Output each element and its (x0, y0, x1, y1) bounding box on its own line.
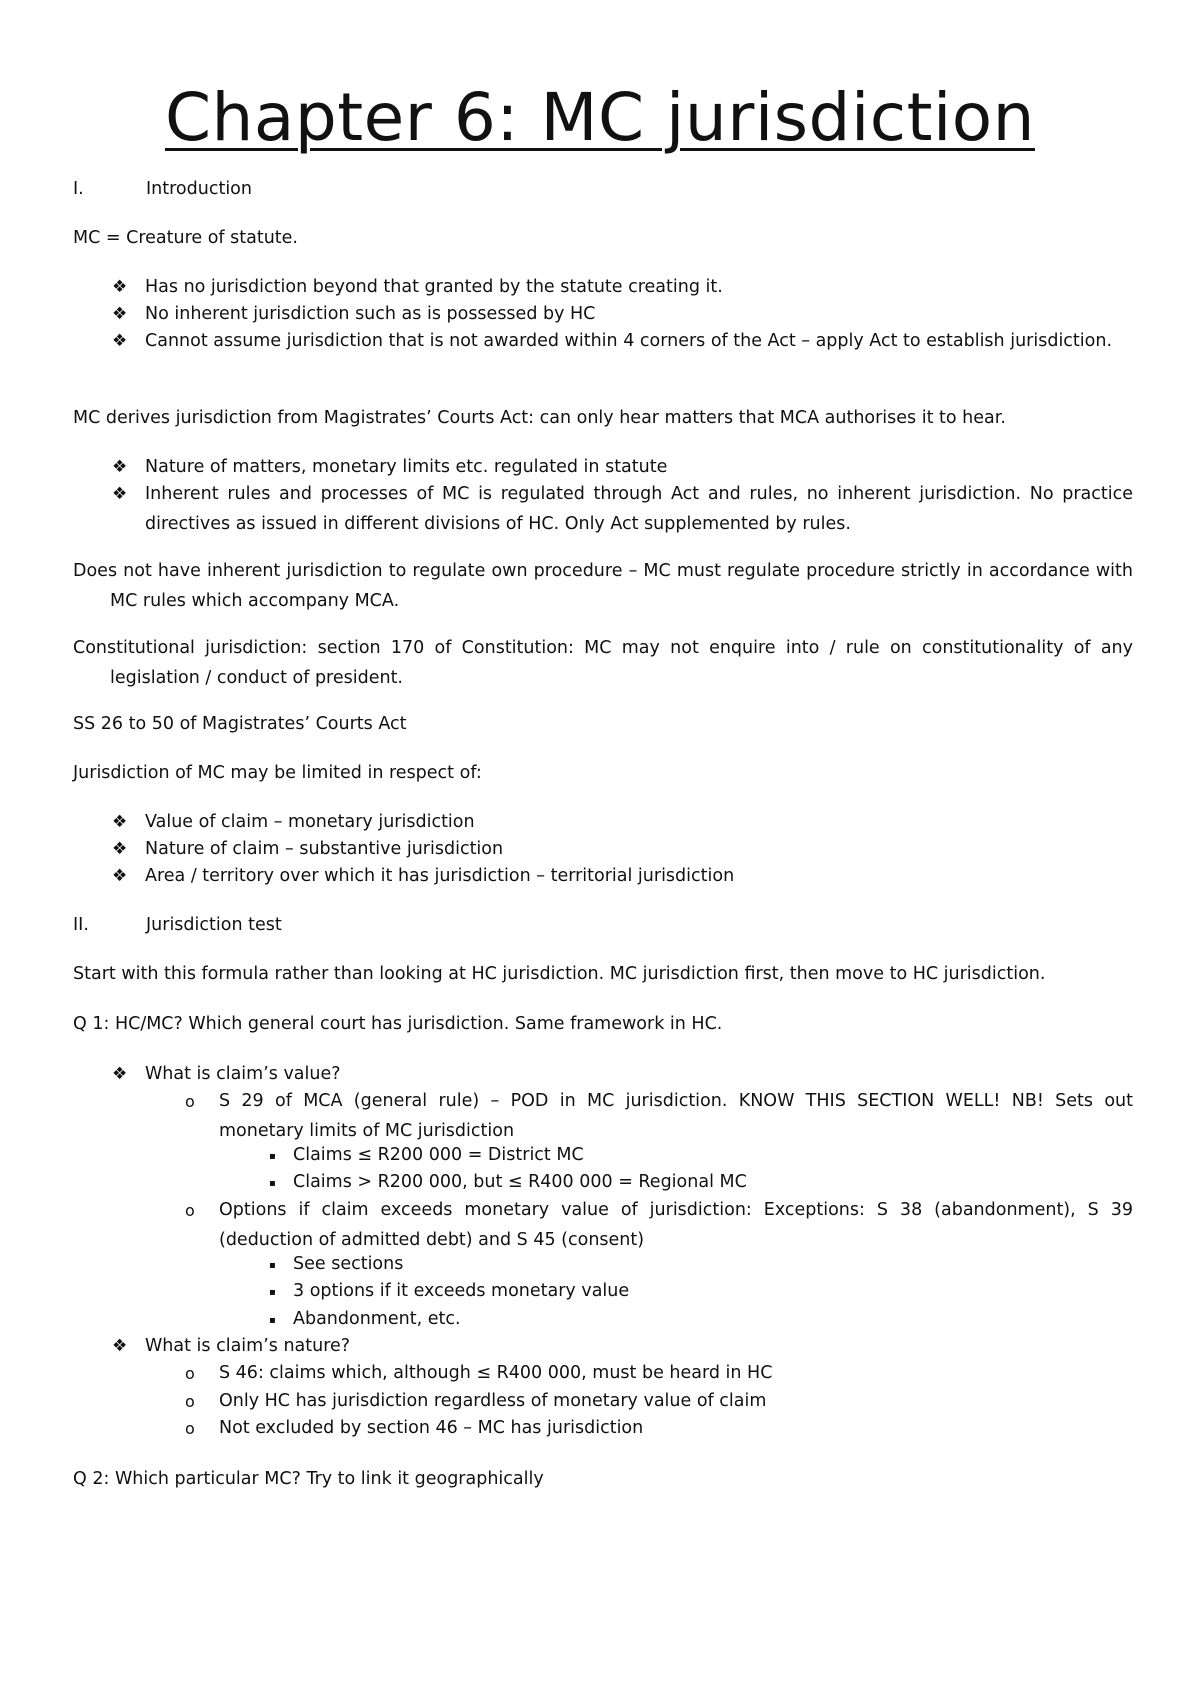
question-text: HC/MC? Which general court has jurisdiction. Same framework in HC. (109, 1014, 723, 1034)
question-text: Which particular MC? Try to link it geographically (109, 1469, 544, 1489)
diamond-bullet-icon: ❖ (112, 1336, 128, 1356)
bullet-text: What is claim’s nature? (145, 1336, 351, 1356)
sub-bullet-text-line1: S 29 of MCA (general rule) – POD in MC jurisdiction. KNOW THIS SECTION WELL! NB! Sets out (219, 1091, 1133, 1111)
question-1 (73, 1010, 1133, 1040)
sub-bullet-text-line2: (deduction of admitted debt) and S 45 (consent) (219, 1229, 645, 1250)
bullet-text: Has no jurisdiction beyond that granted by the statute creating it. (145, 277, 723, 297)
bullet-text: Area / territory over which it has jurisdiction – territorial jurisdiction (145, 866, 735, 886)
bullet-item (112, 453, 1133, 483)
section-number: II. (73, 915, 89, 935)
circle-bullet-icon: o (185, 1392, 195, 1411)
bullet-item (112, 808, 1133, 838)
sub-bullet-item (185, 1414, 1133, 1444)
sub-sub-bullet-item (269, 1250, 1133, 1280)
sub-bullet-item (185, 1359, 1133, 1389)
diamond-bullet-icon: ❖ (112, 866, 128, 886)
sub-bullet-text-line1: Options if claim exceeds monetary value of jurisdiction: Exceptions: S 38 (abandonment), S 39 (219, 1200, 1133, 1220)
sub-bullet-item (185, 1196, 1133, 1255)
square-bullet-icon: ▪ (269, 1260, 276, 1271)
bullet-text: Nature of claim – substantive jurisdiction (145, 839, 504, 859)
sub-bullet-text: Only HC has jurisdiction regardless of monetary value of claim (219, 1391, 767, 1411)
circle-bullet-icon: o (185, 1201, 195, 1220)
section-heading-text: Jurisdiction test (146, 915, 282, 935)
paragraph-formula-intro: Start with this formula rather than looking at HC jurisdiction. MC jurisdiction first, then move to HC jurisdiction. (73, 964, 1046, 984)
bullet-text: Nature of matters, monetary limits etc. regulated in statute (145, 457, 668, 477)
diamond-bullet-icon: ❖ (112, 812, 128, 832)
square-bullet-icon: ▪ (269, 1151, 276, 1162)
square-bullet-icon: ▪ (269, 1178, 276, 1189)
square-bullet-icon: ▪ (269, 1287, 276, 1298)
diamond-bullet-icon: ❖ (112, 484, 128, 504)
bullet-item (112, 480, 1133, 539)
sub-sub-bullet-text: 3 options if it exceeds monetary value (293, 1281, 630, 1301)
paragraph-creature-of-statute: MC = Creature of statute. (73, 228, 298, 248)
circle-bullet-icon: o (185, 1419, 195, 1438)
paragraph-limited-in-respect: Jurisdiction of MC may be limited in respect of: (73, 763, 482, 783)
diamond-bullet-icon: ❖ (112, 304, 128, 324)
section-heading-introduction (73, 175, 1133, 205)
sub-sub-bullet-item (269, 1141, 1133, 1171)
sub-bullet-text: Not excluded by section 46 – MC has jurisdiction (219, 1418, 644, 1438)
diamond-bullet-icon: ❖ (112, 839, 128, 859)
paragraph-text: Constitutional jurisdiction: section 170 of Constitution: MC may not enquire into / rule on constitutionality of any legislation / conduct of president. (73, 638, 1133, 688)
sub-bullet-text: S 46: claims which, although ≤ R400 000, must be heard in HC (219, 1363, 773, 1383)
page-title: Chapter 6: MC jurisdiction (164, 79, 1036, 156)
diamond-bullet-icon: ❖ (112, 277, 128, 297)
bullet-text: No inherent jurisdiction such as is possessed by HC (145, 304, 596, 324)
section-number: I. (73, 179, 84, 199)
bullet-item (112, 835, 1133, 865)
bullet-text: Inherent rules and processes of MC is regulated through Act and rules, no inherent jurisdiction. No practice directives as issued in different divisions of HC. Only Act supplemented by rules. (145, 484, 1133, 534)
square-bullet-icon: ▪ (269, 1315, 276, 1326)
sub-sub-bullet-item (269, 1277, 1133, 1307)
question-2 (73, 1465, 1133, 1495)
sub-bullet-item (185, 1087, 1133, 1146)
sub-sub-bullet-text: See sections (293, 1254, 404, 1274)
bullet-item (112, 300, 1133, 330)
sub-bullet-text-line2: monetary limits of MC jurisdiction (219, 1120, 515, 1141)
diamond-bullet-icon: ❖ (112, 331, 128, 351)
bullet-text: Cannot assume jurisdiction that is not awarded within 4 corners of the Act – apply Act to establish jurisdiction. (145, 331, 1113, 351)
diamond-bullet-icon: ❖ (112, 1064, 128, 1084)
paragraph-mca-derivation: MC derives jurisdiction from Magistrates’ Courts Act: can only hear matters that MCA authorises it to hear. (73, 408, 1006, 428)
sub-sub-bullet-text: Claims ≤ R200 000 = District MC (293, 1145, 584, 1165)
bullet-item (112, 273, 1133, 303)
question-label: Q 2: (73, 1469, 110, 1489)
paragraph-text: Does not have inherent jurisdiction to regulate own procedure – MC must regulate procedure strictly in accordance with MC rules which accompany MCA. (73, 561, 1133, 611)
sub-sub-bullet-text: Claims > R200 000, but ≤ R400 000 = Regional MC (293, 1172, 747, 1192)
paragraph-inherent-procedure (73, 557, 1133, 616)
bullet-item (112, 1332, 1133, 1362)
paragraph-ss-26-50: SS 26 to 50 of Magistrates’ Courts Act (73, 714, 407, 734)
bullet-item (112, 862, 1133, 892)
bullet-item (112, 1060, 1133, 1090)
sub-sub-bullet-text: Abandonment, etc. (293, 1309, 461, 1329)
paragraph-constitutional-jurisdiction (73, 634, 1133, 693)
circle-bullet-icon: o (185, 1092, 195, 1111)
sub-sub-bullet-item (269, 1305, 1133, 1335)
sub-bullet-item (185, 1387, 1133, 1417)
section-heading-jurisdiction-test (73, 911, 1133, 941)
bullet-text: What is claim’s value? (145, 1064, 341, 1084)
sub-sub-bullet-item (269, 1168, 1133, 1198)
bullet-text: Value of claim – monetary jurisdiction (145, 812, 475, 832)
question-label: Q 1: (73, 1014, 110, 1034)
circle-bullet-icon: o (185, 1364, 195, 1383)
bullet-item (112, 327, 1133, 357)
diamond-bullet-icon: ❖ (112, 457, 128, 477)
section-heading-text: Introduction (146, 179, 252, 199)
